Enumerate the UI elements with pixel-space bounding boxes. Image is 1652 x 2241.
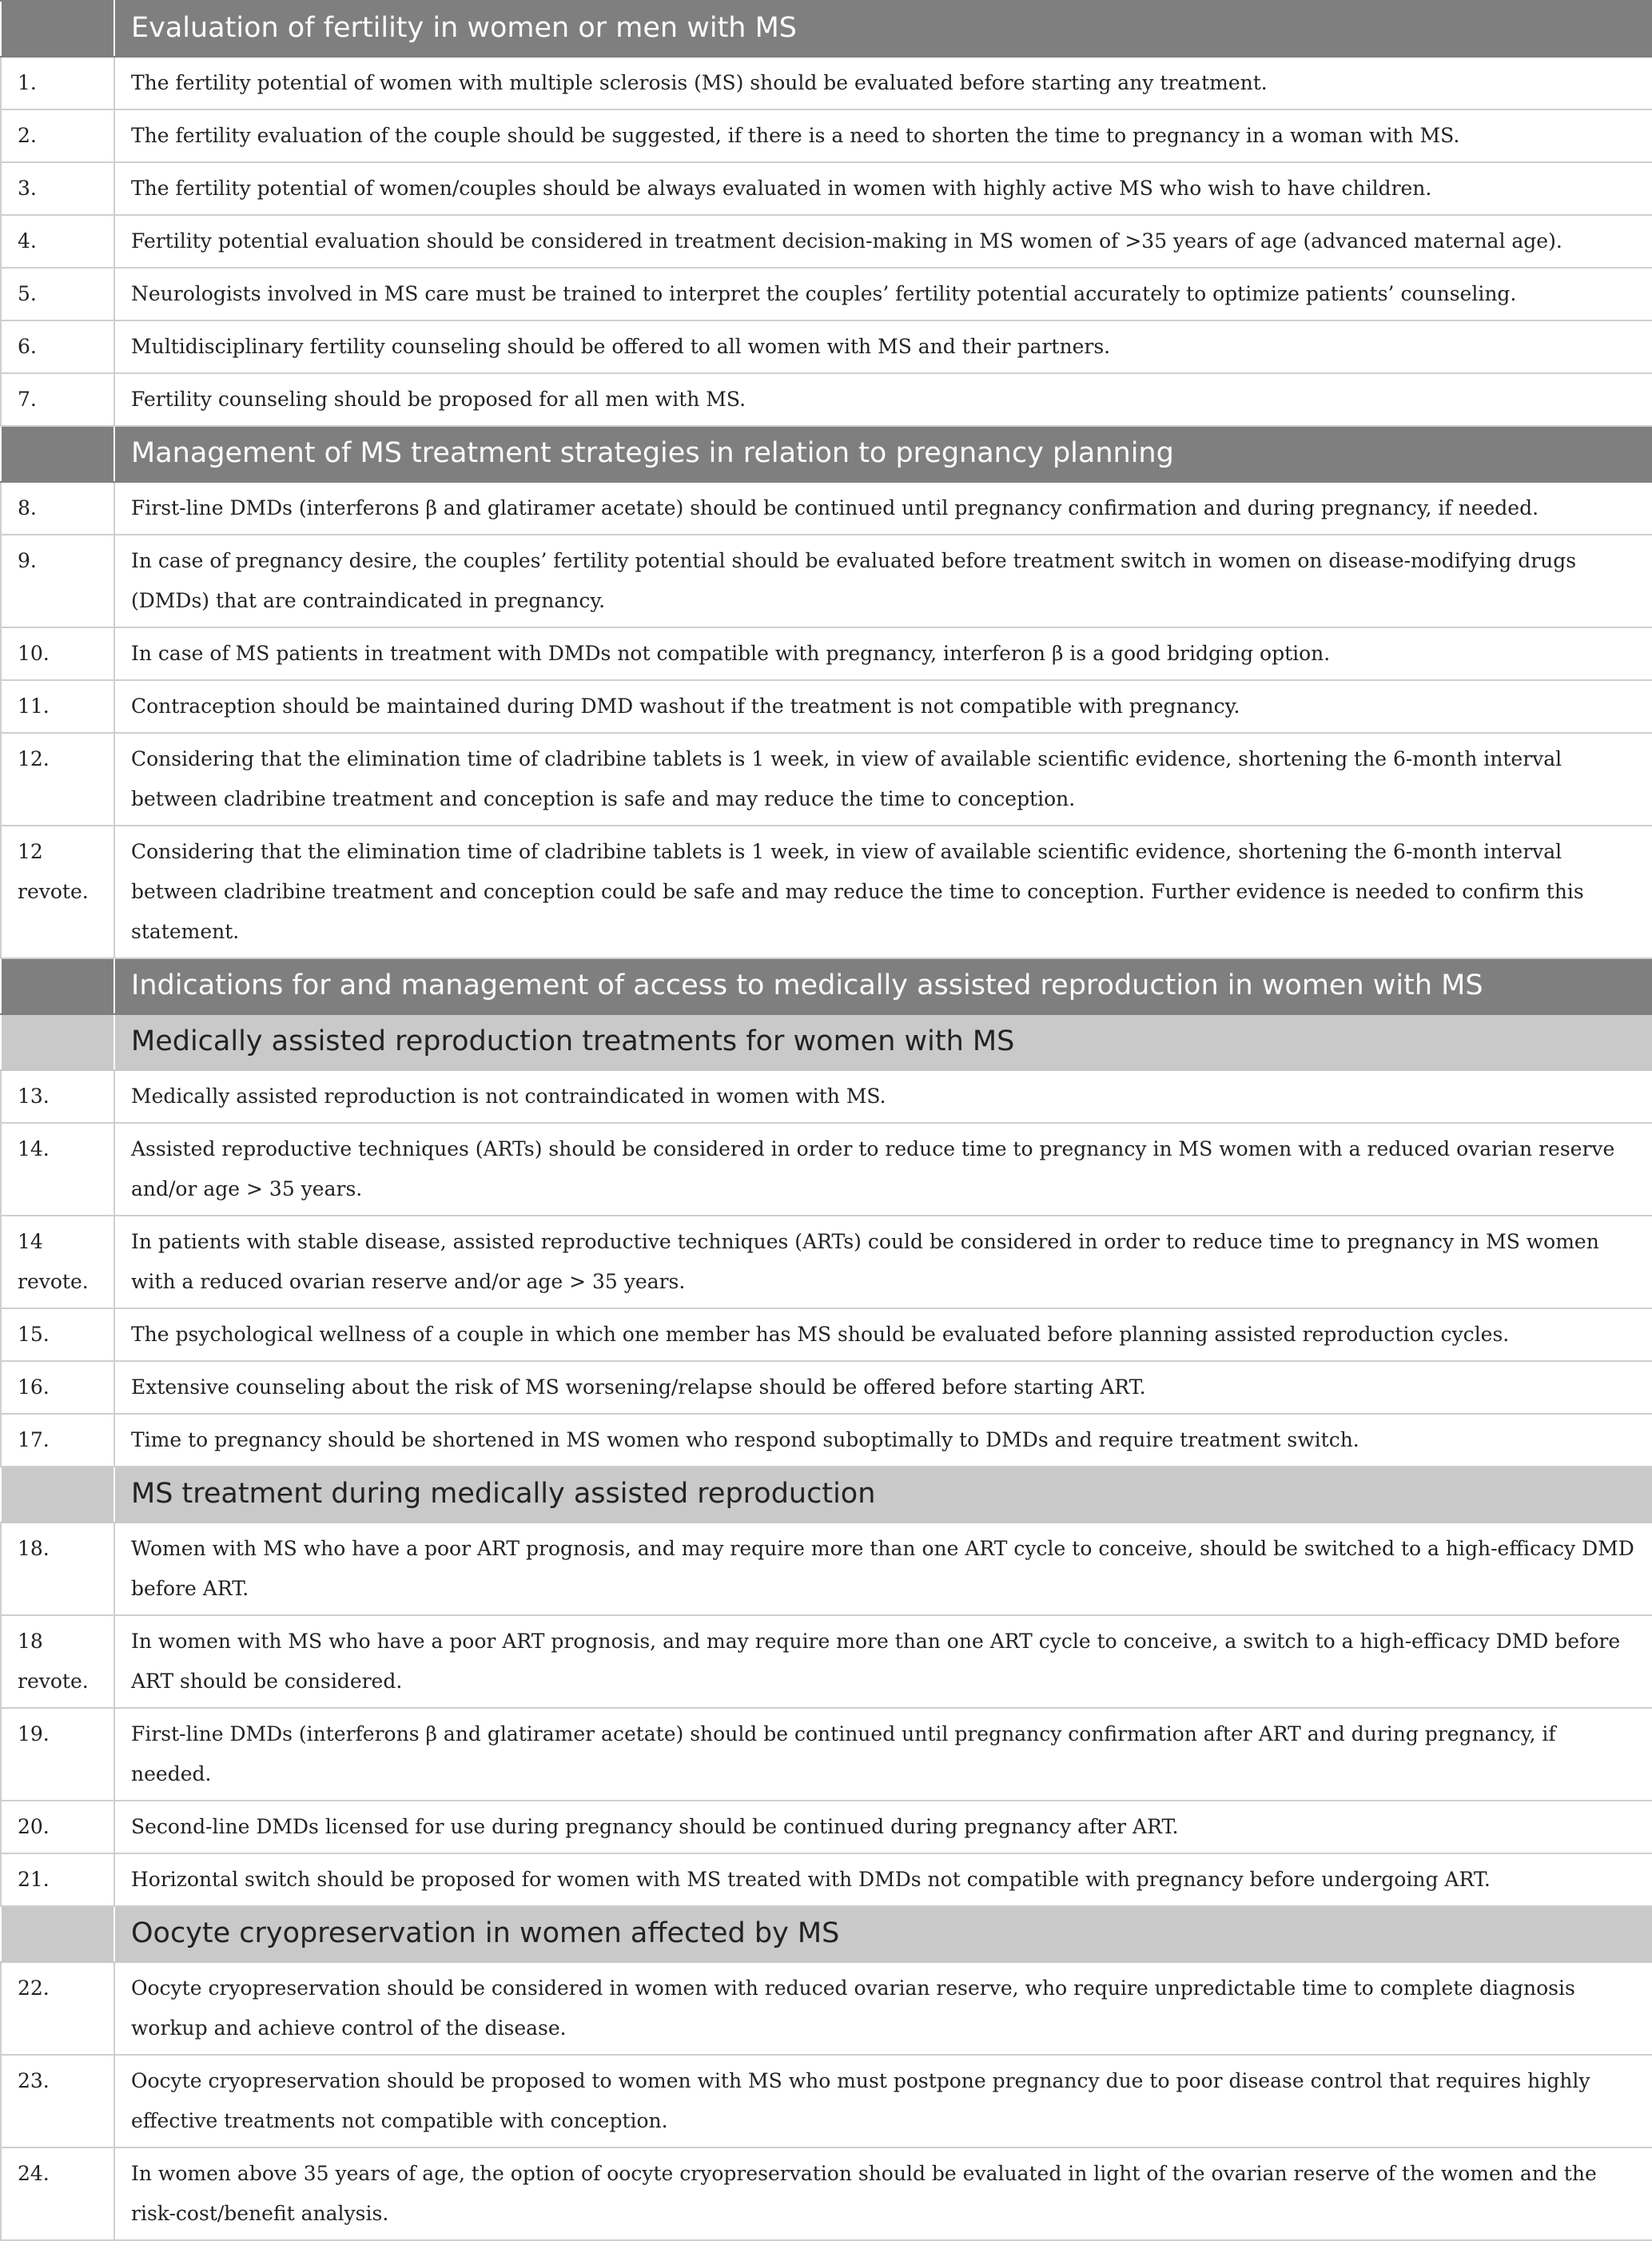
subsection-header xyxy=(1,1014,1652,1070)
statement-number: 12. xyxy=(1,733,114,826)
statement-number: 10. xyxy=(1,627,114,680)
statement-row xyxy=(1,1853,1652,1906)
statement-row xyxy=(1,1216,1652,1308)
section-header-spacer xyxy=(1,1,114,57)
statement-row xyxy=(1,215,1652,268)
statement-number: 19. xyxy=(1,1708,114,1801)
statement-row xyxy=(1,2147,1652,2240)
statement-row xyxy=(1,733,1652,826)
statement-text: Assisted reproductive techniques (ARTs) should be considered in order to reduce time to pregnancy in MS women with a reduced ovarian reserve and/or age > 35 years. xyxy=(114,1123,1652,1216)
section-title: Indications for and management of access to medically assisted reproduction in women with MS xyxy=(114,958,1652,1014)
statement-row xyxy=(1,162,1652,215)
statement-text: First-line DMDs (interferons β and glatiramer acetate) should be continued until pregnancy confirmation and during pregnancy, if needed. xyxy=(114,482,1652,535)
subsection-header xyxy=(1,1467,1652,1523)
statement-text: Women with MS who have a poor ART prognosis, and may require more than one ART cycle to conceive, should be switched to a high-efficacy DMD before ART. xyxy=(114,1523,1652,1615)
statement-text: In case of pregnancy desire, the couples’ fertility potential should be evaluated before treatment switch in women on disease-modifying drugs (DMDs) that are contraindicated in pregnancy. xyxy=(114,535,1652,627)
statement-number: 14. xyxy=(1,1123,114,1216)
statement-row xyxy=(1,1308,1652,1361)
statements-table-body xyxy=(1,1,1652,2240)
subsection-title: Oocyte cryopreservation in women affected by MS xyxy=(114,1906,1652,1962)
statement-row xyxy=(1,320,1652,373)
statement-number: 1. xyxy=(1,57,114,109)
statement-row xyxy=(1,1962,1652,2055)
statement-number: 7. xyxy=(1,373,114,426)
statement-number: 2. xyxy=(1,109,114,162)
statement-number: 23. xyxy=(1,2055,114,2147)
statement-number: 18. xyxy=(1,1523,114,1615)
statement-row xyxy=(1,1123,1652,1216)
statement-number: 8. xyxy=(1,482,114,535)
statement-number: 18 revote. xyxy=(1,1615,114,1708)
statement-text: Extensive counseling about the risk of MS worsening/relapse should be offered before starting ART. xyxy=(114,1361,1652,1414)
statement-row xyxy=(1,535,1652,627)
statement-text: Multidisciplinary fertility counseling should be offered to all women with MS and their partners. xyxy=(114,320,1652,373)
statement-row xyxy=(1,1615,1652,1708)
subsection-header-spacer xyxy=(1,1014,114,1070)
statement-number: 22. xyxy=(1,1962,114,2055)
statement-row xyxy=(1,826,1652,958)
statement-row xyxy=(1,1070,1652,1123)
statement-number: 12 revote. xyxy=(1,826,114,958)
statement-text: Fertility counseling should be proposed for all men with MS. xyxy=(114,373,1652,426)
statement-text: Considering that the elimination time of cladribine tablets is 1 week, in view of available scientific evidence, shortening the 6-month interval between cladribine treatment and conception is safe and may reduce the time to conception. xyxy=(114,733,1652,826)
section-title: Management of MS treatment strategies in relation to pregnancy planning xyxy=(114,426,1652,482)
statement-row xyxy=(1,1708,1652,1801)
subsection-header-spacer xyxy=(1,1467,114,1523)
statement-row xyxy=(1,268,1652,320)
statement-number: 16. xyxy=(1,1361,114,1414)
statement-number: 17. xyxy=(1,1414,114,1467)
statement-row xyxy=(1,482,1652,535)
statement-number: 21. xyxy=(1,1853,114,1906)
statement-row xyxy=(1,373,1652,426)
statement-text: Medically assisted reproduction is not contraindicated in women with MS. xyxy=(114,1070,1652,1123)
section-header xyxy=(1,1,1652,57)
statement-number: 11. xyxy=(1,680,114,733)
section-header-spacer xyxy=(1,426,114,482)
statement-text: In women above 35 years of age, the option of oocyte cryopreservation should be evaluated in light of the ovarian reserve of the women and the risk-cost/benefit analysis. xyxy=(114,2147,1652,2240)
statement-text: Oocyte cryopreservation should be proposed to women with MS who must postpone pregnancy due to poor disease control that requires highly effective treatments not compatible with conception. xyxy=(114,2055,1652,2147)
section-header xyxy=(1,426,1652,482)
subsection-title: Medically assisted reproduction treatments for women with MS xyxy=(114,1014,1652,1070)
subsection-title: MS treatment during medically assisted reproduction xyxy=(114,1467,1652,1523)
section-title: Evaluation of fertility in women or men with MS xyxy=(114,1,1652,57)
statement-number: 9. xyxy=(1,535,114,627)
statement-text: Second-line DMDs licensed for use during pregnancy should be continued during pregnancy after ART. xyxy=(114,1801,1652,1853)
statement-number: 15. xyxy=(1,1308,114,1361)
statement-number: 4. xyxy=(1,215,114,268)
statement-row xyxy=(1,680,1652,733)
statement-row xyxy=(1,57,1652,109)
statement-text: Oocyte cryopreservation should be considered in women with reduced ovarian reserve, who require unpredictable time to complete diagnosis workup and achieve control of the disease. xyxy=(114,1962,1652,2055)
statement-text: In patients with stable disease, assisted reproductive techniques (ARTs) could be considered in order to reduce time to pregnancy in MS women with a reduced ovarian reserve and/or age > 35 years. xyxy=(114,1216,1652,1308)
subsection-header xyxy=(1,1906,1652,1962)
statement-text: In women with MS who have a poor ART prognosis, and may require more than one ART cycle to conceive, a switch to a high-efficacy DMD before ART should be considered. xyxy=(114,1615,1652,1708)
statement-text: Horizontal switch should be proposed for women with MS treated with DMDs not compatible with pregnancy before undergoing ART. xyxy=(114,1853,1652,1906)
statement-text: Fertility potential evaluation should be considered in treatment decision-making in MS women of >35 years of age (advanced maternal age). xyxy=(114,215,1652,268)
statement-text: Considering that the elimination time of cladribine tablets is 1 week, in view of available scientific evidence, shortening the 6-month interval between cladribine treatment and conception could be safe and may reduce the time to conception. Further evidence is needed to confirm this statement. xyxy=(114,826,1652,958)
statement-number: 5. xyxy=(1,268,114,320)
statement-text: In case of MS patients in treatment with DMDs not compatible with pregnancy, interferon β is a good bridging option. xyxy=(114,627,1652,680)
statement-number: 6. xyxy=(1,320,114,373)
statement-text: The psychological wellness of a couple in which one member has MS should be evaluated before planning assisted reproduction cycles. xyxy=(114,1308,1652,1361)
statement-row xyxy=(1,1414,1652,1467)
statement-text: The fertility evaluation of the couple should be suggested, if there is a need to shorten the time to pregnancy in a woman with MS. xyxy=(114,109,1652,162)
section-header xyxy=(1,958,1652,1014)
statement-text: The fertility potential of women/couples should be always evaluated in women with highly active MS who wish to have children. xyxy=(114,162,1652,215)
statement-row xyxy=(1,109,1652,162)
statement-number: 13. xyxy=(1,1070,114,1123)
statement-row xyxy=(1,2055,1652,2147)
subsection-header-spacer xyxy=(1,1906,114,1962)
section-header-spacer xyxy=(1,958,114,1014)
statement-row xyxy=(1,1801,1652,1853)
statement-row xyxy=(1,1361,1652,1414)
statement-number: 24. xyxy=(1,2147,114,2240)
statement-number: 3. xyxy=(1,162,114,215)
statement-number: 14 revote. xyxy=(1,1216,114,1308)
statement-row xyxy=(1,1523,1652,1615)
statement-text: Neurologists involved in MS care must be trained to interpret the couples’ fertility potential accurately to optimize patients’ counseling. xyxy=(114,268,1652,320)
statement-text: Time to pregnancy should be shortened in MS women who respond suboptimally to DMDs and require treatment switch. xyxy=(114,1414,1652,1467)
statement-row xyxy=(1,627,1652,680)
statement-text: The fertility potential of women with multiple sclerosis (MS) should be evaluated before starting any treatment. xyxy=(114,57,1652,109)
statement-number: 20. xyxy=(1,1801,114,1853)
statement-text: First-line DMDs (interferons β and glatiramer acetate) should be continued until pregnancy confirmation after ART and during pregnancy, if needed. xyxy=(114,1708,1652,1801)
statement-text: Contraception should be maintained during DMD washout if the treatment is not compatible with pregnancy. xyxy=(114,680,1652,733)
